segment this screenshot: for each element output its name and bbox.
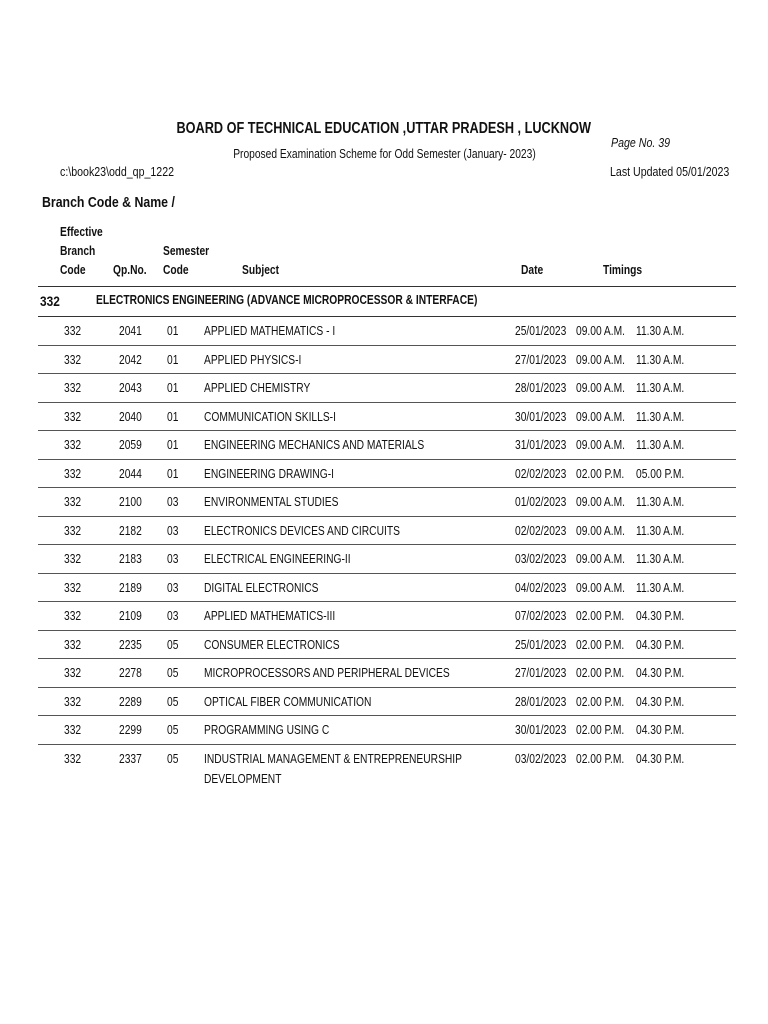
cell-semester-code: 03 [167, 580, 179, 595]
cell-end-time: 11.30 A.M. [636, 324, 685, 338]
cell-qp-no: 2299 [119, 723, 142, 737]
cell-subject: APPLIED CHEMISTRY [204, 381, 311, 395]
cell-semester-code: 01 [167, 352, 179, 367]
cell-start-time: 09.00 A.M. [576, 409, 626, 424]
cell-date: 07/02/2023 [515, 609, 567, 623]
cell-end-time: 04.30 P.M. [636, 751, 685, 766]
cell-start-time: 09.00 A.M. [576, 580, 626, 595]
cell-branch-code: 332 [64, 466, 82, 481]
header-divider [38, 286, 736, 287]
table-row [38, 688, 736, 717]
cell-start-time: 09.00 A.M. [576, 381, 626, 395]
table-row [38, 346, 736, 375]
table-row [38, 574, 736, 603]
cell-start-time: 02.00 P.M. [576, 466, 625, 481]
cell-qp-no: 2289 [119, 694, 142, 709]
cell-semester-code: 05 [167, 751, 179, 766]
cell-qp-no: 2182 [119, 523, 142, 538]
page-title: BOARD OF TECHNICAL EDUCATION ,UTTAR PRADESH , LUCKNOW [176, 120, 592, 137]
cell-subject: ELECTRICAL ENGINEERING-II [204, 552, 351, 566]
cell-end-time: 11.30 A.M. [636, 409, 685, 424]
cell-branch-code: 332 [64, 381, 82, 395]
cell-date: 04/02/2023 [515, 580, 567, 595]
cell-date: 03/02/2023 [515, 751, 567, 766]
table-row [38, 431, 736, 460]
cell-qp-no: 2042 [119, 352, 142, 367]
table-row [38, 659, 736, 688]
cell-branch-code: 332 [64, 666, 82, 680]
file-path: c:\book23\odd_qp_1222 [60, 165, 175, 179]
cell-qp-no: 2040 [119, 409, 142, 424]
table-row [38, 545, 736, 574]
cell-end-time: 04.30 P.M. [636, 609, 685, 623]
cell-end-time: 11.30 A.M. [636, 552, 685, 566]
cell-subject: DIGITAL ELECTRONICS [204, 580, 319, 595]
cell-date: 27/01/2023 [515, 666, 567, 680]
cell-end-time: 11.30 A.M. [636, 438, 685, 452]
cell-start-time: 09.00 A.M. [576, 552, 626, 566]
cell-subject: COMMUNICATION SKILLS-I [204, 409, 336, 424]
group-branch-name: ELECTRONICS ENGINEERING (ADVANCE MICROPROCESSOR & INTERFACE) [96, 293, 478, 307]
cell-semester-code: 05 [167, 637, 179, 652]
cell-end-time: 04.30 P.M. [636, 694, 685, 709]
table-row [38, 374, 736, 403]
cell-end-time: 04.30 P.M. [636, 637, 685, 652]
cell-qp-no: 2337 [119, 751, 142, 766]
table-row [38, 517, 736, 546]
cell-subject: APPLIED MATHEMATICS-III [204, 609, 336, 623]
exam-schedule-table [0, 317, 768, 791]
page-subtitle: Proposed Examination Scheme for Odd Semester (January- 2023) [232, 147, 536, 161]
cell-subject: APPLIED MATHEMATICS - I [204, 324, 336, 338]
group-branch-code: 332 [40, 293, 60, 309]
cell-end-time: 11.30 A.M. [636, 495, 685, 509]
cell-subject: INDUSTRIAL MANAGEMENT & ENTREPRENEURSHIP DEVELOPMENT [204, 751, 462, 786]
table-row [38, 745, 736, 791]
cell-semester-code: 03 [167, 523, 179, 538]
cell-subject: ELECTRONICS DEVICES AND CIRCUITS [204, 523, 400, 538]
cell-date: 31/01/2023 [515, 438, 567, 452]
cell-start-time: 02.00 P.M. [576, 694, 625, 709]
cell-subject: MICROPROCESSORS AND PERIPHERAL DEVICES [204, 666, 450, 680]
cell-start-time: 09.00 A.M. [576, 438, 626, 452]
cell-start-time: 02.00 P.M. [576, 723, 625, 737]
table-row [38, 602, 736, 631]
table-row [38, 631, 736, 660]
cell-semester-code: 03 [167, 552, 179, 566]
cell-branch-code: 332 [64, 438, 82, 452]
column-header-date: Date [521, 263, 544, 277]
cell-branch-code: 332 [64, 552, 82, 566]
cell-subject: OPTICAL FIBER COMMUNICATION [204, 694, 372, 709]
column-header-semester-code: Semester Code [163, 244, 210, 277]
cell-date: 27/01/2023 [515, 352, 567, 367]
table-row [38, 716, 736, 745]
cell-semester-code: 01 [167, 381, 179, 395]
column-header-branch-code: Effective Branch Code [60, 225, 103, 277]
cell-end-time: 11.30 A.M. [636, 523, 685, 538]
cell-end-time: 11.30 A.M. [636, 580, 685, 595]
cell-subject: PROGRAMMING USING C [204, 723, 330, 737]
cell-branch-code: 332 [64, 580, 82, 595]
cell-semester-code: 01 [167, 324, 179, 338]
cell-date: 25/01/2023 [515, 637, 567, 652]
cell-start-time: 09.00 A.M. [576, 324, 626, 338]
cell-qp-no: 2044 [119, 466, 142, 481]
cell-subject: CONSUMER ELECTRONICS [204, 637, 340, 652]
cell-start-time: 02.00 P.M. [576, 751, 625, 766]
cell-end-time: 04.30 P.M. [636, 666, 685, 680]
table-row [38, 317, 736, 346]
cell-end-time: 11.30 A.M. [636, 381, 685, 395]
cell-start-time: 02.00 P.M. [576, 666, 625, 680]
cell-semester-code: 05 [167, 666, 179, 680]
cell-branch-code: 332 [64, 694, 82, 709]
column-header-subject: Subject [242, 263, 280, 277]
table-row [38, 488, 736, 517]
cell-branch-code: 332 [64, 637, 82, 652]
cell-date: 30/01/2023 [515, 723, 567, 737]
cell-start-time: 09.00 A.M. [576, 523, 626, 538]
cell-date: 30/01/2023 [515, 409, 567, 424]
last-updated: Last Updated 05/01/2023 [610, 165, 730, 179]
column-header-timings: Timings [603, 263, 643, 277]
cell-branch-code: 332 [64, 609, 82, 623]
cell-subject: ENGINEERING MECHANICS AND MATERIALS [204, 438, 425, 452]
cell-qp-no: 2100 [119, 495, 142, 509]
branch-code-name-label: Branch Code & Name / [42, 195, 175, 211]
cell-subject: APPLIED PHYSICS-I [204, 352, 302, 367]
cell-branch-code: 332 [64, 409, 82, 424]
cell-date: 03/02/2023 [515, 552, 567, 566]
cell-branch-code: 332 [64, 352, 82, 367]
cell-date: 25/01/2023 [515, 324, 567, 338]
cell-date: 01/02/2023 [515, 495, 567, 509]
table-row [38, 403, 736, 432]
page-number: Page No. 39 [611, 136, 671, 150]
cell-branch-code: 332 [64, 723, 82, 737]
cell-semester-code: 03 [167, 495, 179, 509]
cell-end-time: 11.30 A.M. [636, 352, 685, 367]
cell-branch-code: 332 [64, 751, 82, 766]
cell-branch-code: 332 [64, 495, 82, 509]
cell-qp-no: 2109 [119, 609, 142, 623]
cell-semester-code: 05 [167, 723, 179, 737]
cell-qp-no: 2189 [119, 580, 142, 595]
cell-start-time: 09.00 A.M. [576, 495, 626, 509]
cell-date: 02/02/2023 [515, 523, 567, 538]
cell-qp-no: 2059 [119, 438, 142, 452]
cell-date: 28/01/2023 [515, 694, 567, 709]
cell-qp-no: 2278 [119, 666, 142, 680]
cell-end-time: 05.00 P.M. [636, 466, 685, 481]
cell-branch-code: 332 [64, 324, 82, 338]
cell-qp-no: 2235 [119, 637, 142, 652]
cell-branch-code: 332 [64, 523, 82, 538]
cell-qp-no: 2041 [119, 324, 142, 338]
cell-semester-code: 01 [167, 409, 179, 424]
cell-semester-code: 01 [167, 466, 179, 481]
cell-subject: ENGINEERING DRAWING-I [204, 466, 335, 481]
cell-start-time: 09.00 A.M. [576, 352, 626, 367]
column-header-qp-no: Qp.No. [113, 263, 147, 277]
cell-date: 02/02/2023 [515, 466, 567, 481]
cell-qp-no: 2043 [119, 381, 142, 395]
table-row [38, 460, 736, 489]
cell-subject: ENVIRONMENTAL STUDIES [204, 495, 339, 509]
cell-qp-no: 2183 [119, 552, 142, 566]
cell-date: 28/01/2023 [515, 381, 567, 395]
cell-end-time: 04.30 P.M. [636, 723, 685, 737]
cell-semester-code: 05 [167, 694, 179, 709]
cell-semester-code: 01 [167, 438, 179, 452]
cell-start-time: 02.00 P.M. [576, 637, 625, 652]
cell-start-time: 02.00 P.M. [576, 609, 625, 623]
cell-semester-code: 03 [167, 609, 179, 623]
